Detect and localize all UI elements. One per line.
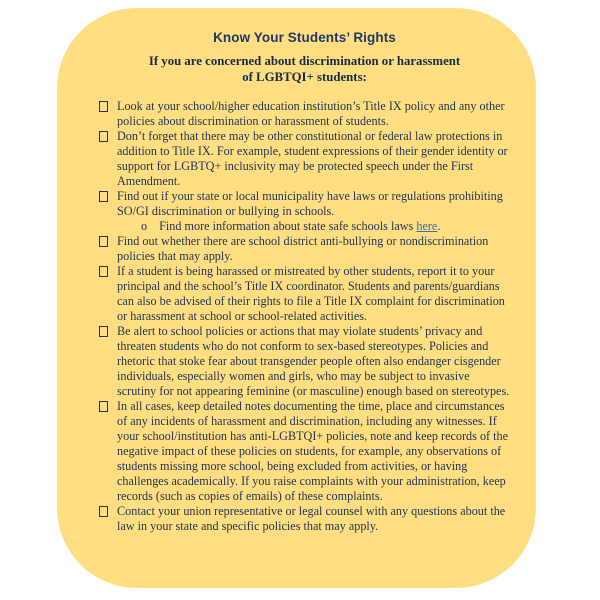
- checklist-item: [99, 399, 510, 504]
- checklist-item-text: Don’t forget that there may be other constitutional or federal law protections in addition to Title IX. For example, student expressions of their gender identity or support for LGBTQ+ inclusivity may be protected speech under the First Amendment.: [117, 129, 508, 188]
- sub-item-text-suffix: .: [437, 219, 441, 233]
- checkbox-bullet-icon: [99, 326, 108, 337]
- checklist-item-text: Find out if your state or local municipality have laws or regulations prohibiting SO/GI discrimination or bullying in schools.: [117, 189, 503, 218]
- checklist-item-text: Find out whether there are school district anti-bullying or nondiscrimination policies that may apply.: [117, 234, 489, 263]
- checklist-item: [99, 324, 510, 399]
- sub-item-text: Find more information about state safe schools laws: [159, 219, 417, 233]
- card-subtitle: [99, 54, 510, 85]
- checklist-item: [99, 189, 510, 234]
- checklist-item: [99, 264, 510, 324]
- checklist-item: [99, 99, 510, 129]
- safe-schools-laws-link[interactable]: here: [416, 219, 438, 233]
- sub-list-item: [117, 219, 510, 234]
- checkbox-bullet-icon: [99, 131, 108, 142]
- checkbox-bullet-icon: [99, 506, 108, 517]
- subtitle-line-2: of LGBTQI+ students:: [242, 69, 367, 84]
- checklist-item-text: Look at your school/higher education institution’s Title IX policy and any other policies about discrimination or harassment of students.: [117, 99, 505, 128]
- circle-bullet-icon: o: [141, 219, 148, 233]
- checkbox-bullet-icon: [99, 236, 108, 247]
- rights-info-card: [57, 8, 536, 588]
- checklist-item-text: In all cases, keep detailed notes documenting the time, place and circumstances of any incidents of harassment and discrimination, including any witnesses. If your school/institution has anti-LGBTQI+ policies, note and keep records of the negative impact of these policies on students, for example, any observations of students missing more school, being excluded from activities, or having challenges academically. If you raise complaints with your administration, keep records (such as copies of emails) of these complaints.: [117, 399, 509, 503]
- checklist-item-text: If a student is being harassed or mistreated by other students, report it to your principal and the school’s Title IX coordinator. Students and parents/guardians can also be advised of their rights to file a Title IX complaint for discrimination or harassment at school or school-related activities.: [117, 264, 505, 323]
- checklist-item: [99, 234, 510, 264]
- checkbox-bullet-icon: [99, 401, 108, 412]
- checklist-item-text: Contact your union representative or legal counsel with any questions about the law in your state and specific policies that may apply.: [117, 504, 506, 533]
- page-title: Know Your Students’ Rights: [213, 30, 396, 45]
- checklist-item: [99, 129, 510, 189]
- checkbox-bullet-icon: [99, 266, 108, 277]
- checklist-item-text: Be alert to school policies or actions that may violate students’ privacy and threaten students who do not conform to sex-based stereotypes. Policies and rhetoric that stoke fear about transgender people often also endanger cisgender individuals, especially women and girls, who may be subject to invasive scrutiny for not appearing feminine (or masculine) enough based on stereotypes.: [117, 324, 510, 398]
- checkbox-bullet-icon: [99, 191, 108, 202]
- rights-checklist: [99, 99, 510, 534]
- subtitle-line-1: If you are concerned about discrimination or harassment: [148, 54, 461, 68]
- checklist-item: [99, 504, 510, 534]
- checkbox-bullet-icon: [99, 101, 108, 112]
